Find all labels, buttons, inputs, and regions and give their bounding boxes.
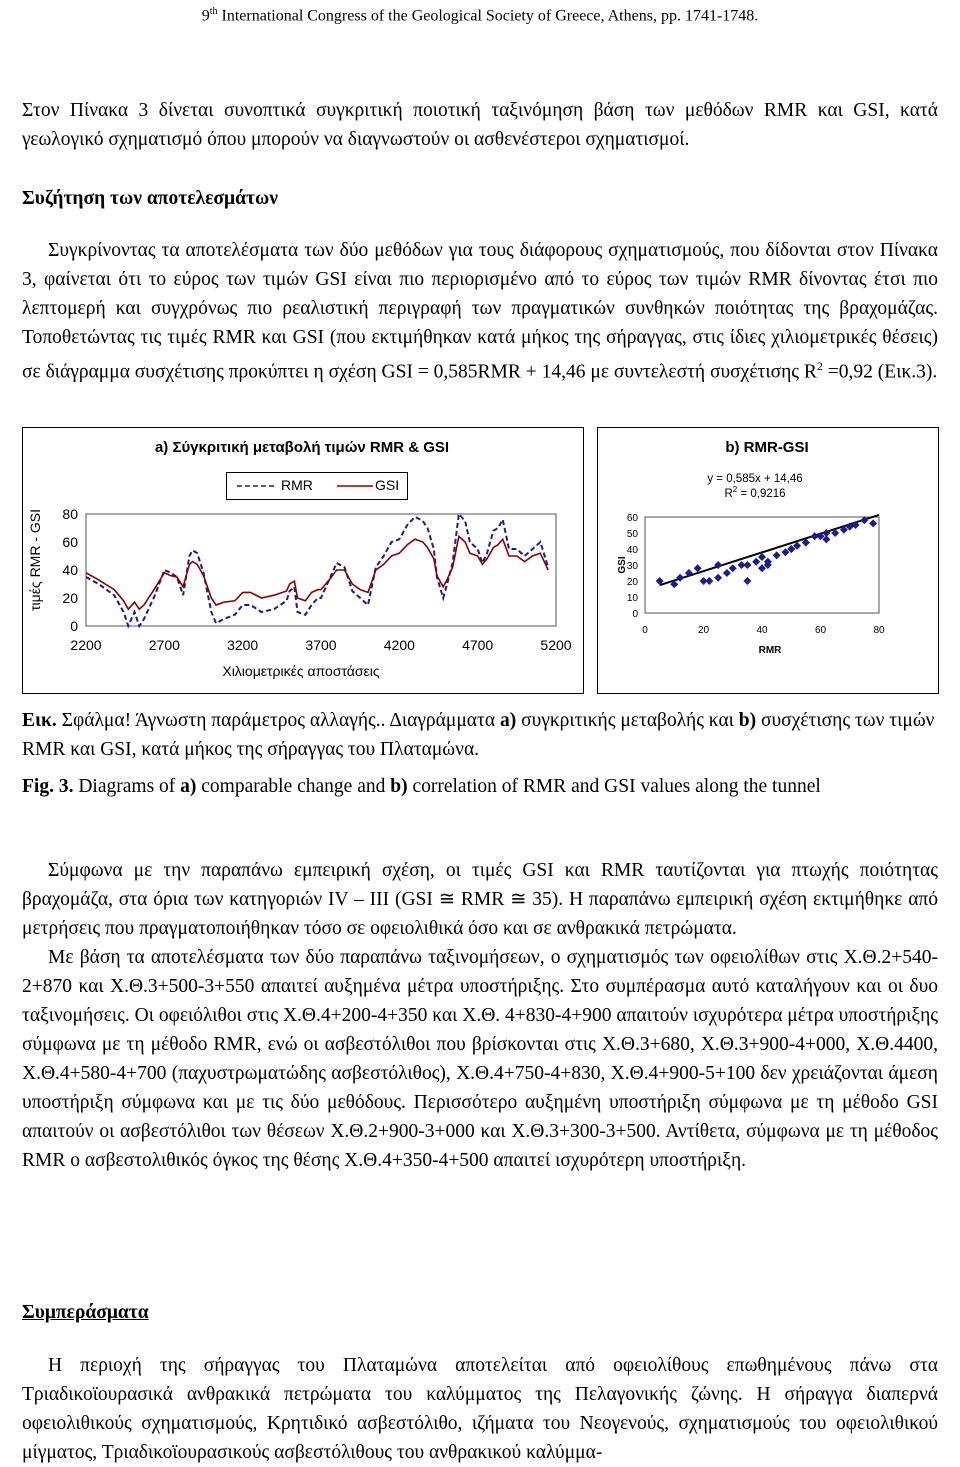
y-axis-label: τιμές RMR - GSI xyxy=(27,508,43,612)
series-line-gsi xyxy=(86,536,548,609)
x-tick-label: 20 xyxy=(697,625,710,636)
scatter-point xyxy=(743,561,751,569)
chart-b-title: b) RMR-GSI xyxy=(725,439,809,456)
scatter-point xyxy=(743,577,751,585)
page-header: 9th International Congress of the Geological Society of Greece, Athens, pp. 1741-1748. xyxy=(201,6,759,25)
y-tick-label: 80 xyxy=(62,506,78,522)
scatter-point xyxy=(752,558,760,566)
x-tick-label: 4700 xyxy=(462,637,494,653)
chart-b-plot xyxy=(597,505,937,690)
x-tick-label: 3700 xyxy=(305,637,337,653)
paragraph-relation: Σύμφωνα με την παραπάνω εμπειρική σχέση, οι τιμές GSI και RMR ταυτίζονται για πτωχής ποιότητας βραχομάζα, στα όρια των κατηγοριών IV – III (GSI ≅ RMR ≅ 35). Η παραπάνω εμπειρική σχέση εκτιμήθηκε από μετρήσεις που πραγματοποιήθηκαν τόσο σε οφειολιθικά όσο και σε ανθρακικά πετρώματα. Με βάση τα αποτελέσματα των δύο παραπάνω ταξινομήσεων, ο σχηματισμός των οφειολίθων στις Χ.Θ.2+540-2+870 και Χ.Θ.3+500-3+550 απαιτεί αυξημένα μέτρα υποστήριξης. Στο συμπέρασμα αυτό καταλήγουν και οι δυο ταξινομήσεις. Οι οφειόλιθοι στις Χ.Θ.4+200-4+350 και Χ.Θ. 4+830-4+900 απαιτούν ισχυρότερα μέτρα υποστήριξης σύμφωνα με τη μέθοδο RMR, ενώ οι ασβεστόλιθοι που βρίσκονται στις Χ.Θ.3+680, Χ.Θ.3+900-4+000, Χ.Θ.4400, Χ.Θ.4+580-4+700 (παχυστρωματώδης ασβεστόλιθος), Χ.Θ.4+750-4+830, Χ.Θ.4+900-5+100 δεν χρειάζονται άμεση υποστήριξη σύμφωνα και με τις δύο μεθόδους. Περισσότερο αυξημένη υποστήριξη σύμφωνα με τη μέθοδο GSI απαιτούν οι ασβεστόλιθοι των θέσεων Χ.Θ.2+900-3+000 και Χ.Θ.3+300-3+500. Αντίθετα, σύμφωνα με τη μέθοδος RMR ο ασβεστολιθικός όγκος της θέσης Χ.Θ.4+350-4+500 απαιτεί ισχυρότερη υποστήριξη. xyxy=(22,856,938,1175)
paragraph-discussion: Συγκρίνοντας τα αποτελέσματα των δύο μεθόδων για τους διάφορους σχηματισμούς, που δίδονται στον Πίνακα 3, φαίνεται ότι το εύρος των τιμών GSI είναι πιο περιορισμένο από το εύρος των τιμών RMR δίνοντας έτσι πιο λεπτομερή και συγχρόνως πιο ρεαλιστική περιγραφή των πραγματικών συνθηκών ποιότητας της βραχομάζας. Τοποθετώντας τις τιμές RMR και GSI (που εκτιμήθηκαν κατά μήκος της σήραγγας, στις ίδιες χιλιομετρικές θέσεις) σε διάγραμμα συσχέτισης προκύπτει η σχέση GSI = 0,585RMR + 14,46 με συντελεστή συσχέτισης $R^2 =0,92$ (Εικ.3). xyxy=(22,240,938,383)
section-heading-discussion: Συζήτηση των αποτελεσμάτων xyxy=(22,188,278,209)
y-tick-label: 10 xyxy=(626,593,638,604)
x-axis-label: Χιλιομετρικές αποστάσεις xyxy=(222,663,380,679)
chart-a-title: a) Σύγκριτική μεταβολή τιμών RMR & GSI xyxy=(154,439,450,456)
paragraph-support: Με βάση τα αποτελέσματα των δύο παραπάνω ταξινομήσεων, ο σχηματισμός των οφειολίθων στις Χ.Θ.2+540-2+870 και Χ.Θ.3+500-3+550 απαιτεί αυξημένα μέτρα υποστήριξης. Στο συμπέρασμα αυτό καταλήγουν και οι δυο ταξινομήσεις. Οι οφειόλιθοι στις Χ.Θ.4+200-4+350 και Χ.Θ. 4+830-4+900 απαιτούν ισχυρότερα μέτρα υποστήριξης σύμφωνα με τη μέθοδο RMR, ενώ οι ασβεστόλιθοι που βρίσκονται στις Χ.Θ.3+680, Χ.Θ.3+900-4+000, Χ.Θ.4400, Χ.Θ.4+580-4+700 (παχυστρωματώδης ασβεστόλιθος), Χ.Θ.4+750-4+830, Χ.Θ.4+900-5+100 δεν χρειάζονται άμεση υποστήριξη σύμφωνα και με τις δύο μεθόδους. Περισσότερο αυξημένη υποστήριξη σύμφωνα με τη μέθοδο GSI απαιτούν οι ασβεστόλιθοι των θέσεων Χ.Θ.2+900-3+000 και Χ.Θ.3+300-3+500. Αντίθετα, σύμφωνα με τη μέθοδος RMR ο ασβεστολιθικός όγκος της θέσης Χ.Θ.4+350-4+500 απαιτεί ισχυρότερη υποστήριξη. xyxy=(22,947,938,1171)
scatter-point xyxy=(773,551,781,559)
y-tick-label: 0 xyxy=(632,609,638,620)
legend-gsi: GSI xyxy=(375,477,400,493)
x-tick-label: 60 xyxy=(814,625,827,636)
x-tick-label: 40 xyxy=(756,625,768,636)
trendline xyxy=(660,515,879,585)
scatter-point xyxy=(676,574,684,582)
x-tick-label: 2200 xyxy=(70,637,102,653)
chart-a-legend xyxy=(226,472,408,500)
x-tick-label: 4200 xyxy=(383,637,415,653)
x-tick-label: 80 xyxy=(873,625,885,636)
y-tick-label: 40 xyxy=(62,562,78,578)
plot-area xyxy=(86,514,556,626)
y-tick-label: 40 xyxy=(626,545,638,556)
y-tick-label: 20 xyxy=(62,590,78,606)
x-tick-label: 2700 xyxy=(148,637,180,653)
figure-caption-greek: Εικ. Σφάλμα! Άγνωστη παράμετρος αλλαγής.. Διαγράμματα a) συγκριτικής μεταβολής και b) συσχέτισης των τιμών RMR και GSI, κατά μήκος της σήραγγας του Πλαταμώνα. xyxy=(22,710,935,760)
figure-caption-english: Fig. 3. Diagrams of a) comparable change and b) correlation of RMR and GSI values along the tunnel xyxy=(22,776,821,797)
y-tick-label: 0 xyxy=(70,618,78,634)
series-line-rmr xyxy=(86,514,548,626)
y-tick-label: 30 xyxy=(626,561,638,572)
x-tick-label: 0 xyxy=(642,625,648,636)
scatter-point xyxy=(729,564,737,572)
scatter-point xyxy=(714,574,722,582)
x-axis-label: RMR xyxy=(758,645,782,656)
y-tick-label: 50 xyxy=(626,529,638,540)
scatter-point xyxy=(723,569,731,577)
scatter-point xyxy=(705,577,713,585)
paragraph-intro: Στον Πίνακα 3 δίνεται συνοπτικά συγκριτική ποιοτική ταξινόμηση βάση των μεθόδων RMR και GSI, κατά γεωλογικό σχηματισμό όπου μπορούν να διαγνωστούν οι ασθενέστεροι σχηματισμοί. xyxy=(22,100,938,150)
x-tick-label: 3200 xyxy=(227,637,259,653)
chart-a-plot xyxy=(22,500,582,690)
section-heading-conclusions: Συμπεράσματα xyxy=(22,1302,149,1323)
x-tick-label: 5200 xyxy=(540,637,572,653)
y-tick-label: 60 xyxy=(626,513,638,524)
scatter-point xyxy=(694,564,702,572)
chart-b-equation: y = 0,585x + 14,46 $R^2 = 0,9216$ xyxy=(707,473,803,500)
y-tick-label: 20 xyxy=(626,577,638,588)
legend-rmr: RMR xyxy=(281,477,313,493)
y-tick-label: 60 xyxy=(62,534,78,550)
scatter-point xyxy=(869,519,877,527)
y-axis-label: GSI xyxy=(617,556,628,574)
paragraph-conclusions: Η περιοχή της σήραγγας του Πλαταμώνα αποτελείται από οφειολίθους επωθημένους πάνω στα Τριαδικοϊουρασικά ανθρακικά πετρώματα του καλύμματος της Πελαγονικής ζώνης. Η σήραγγα διαπερνά οφειολιθικούς σχηματισμούς, Κρητιδικό ασβεστόλιθο, ιζήματα του Νεογενούς, σχηματισμούς του οφειολιθικού μίγματος, Τριαδικοϊουρασικούς ασβεστόλιθους του ανθρακικού καλύμμα- xyxy=(22,1355,938,1463)
